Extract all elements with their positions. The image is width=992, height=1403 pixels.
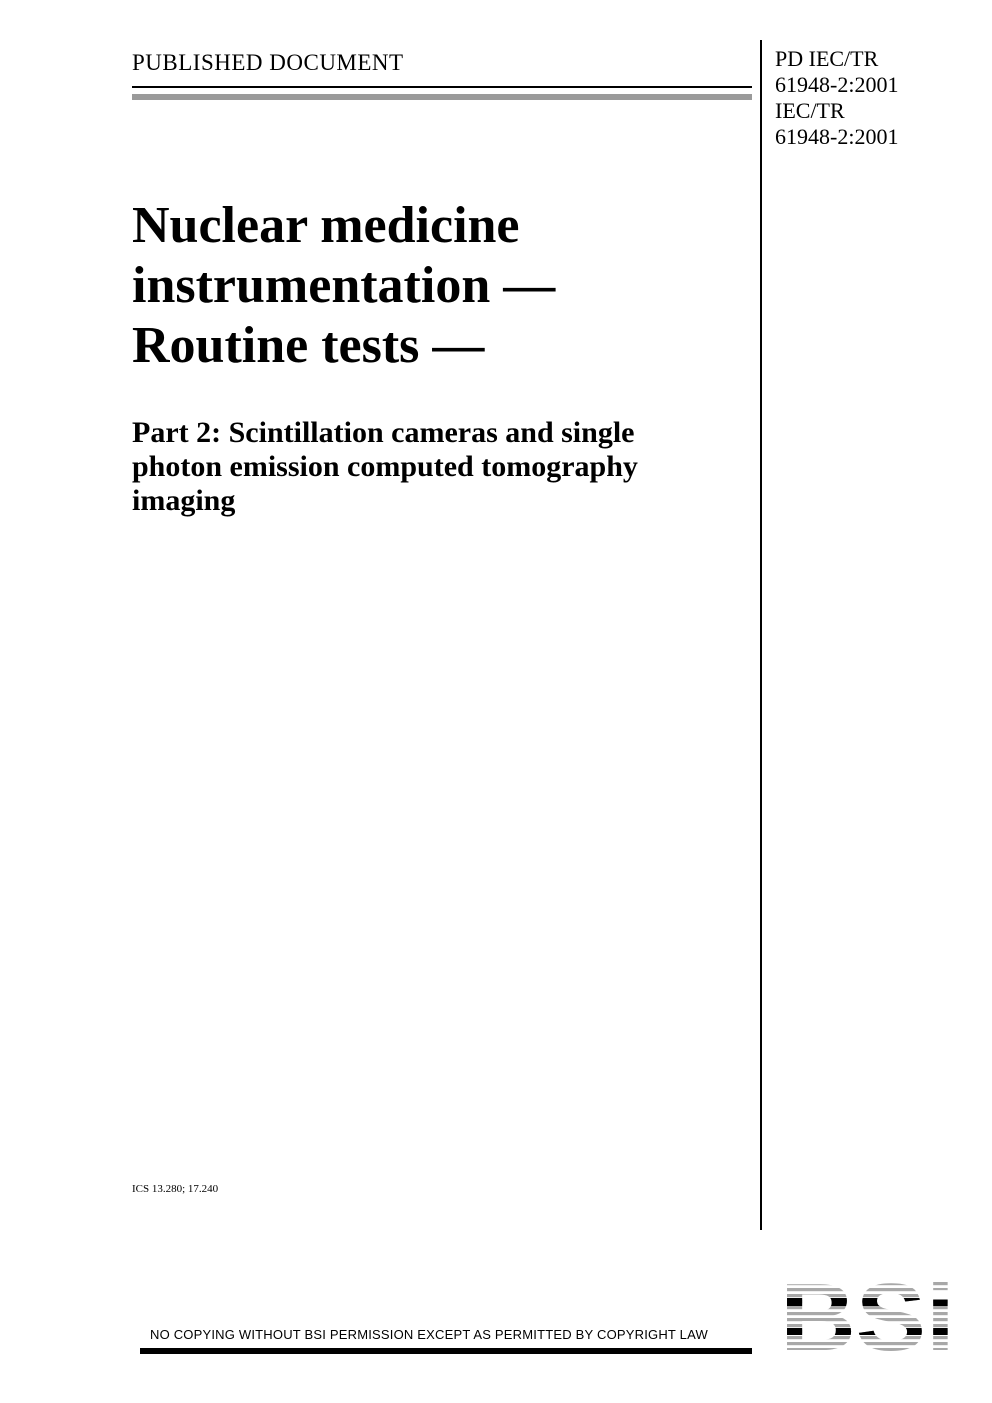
title-line: Routine tests — bbox=[132, 317, 485, 374]
subtitle-line: photon emission computed tomography bbox=[132, 450, 638, 483]
reference-line: 61948-2:2001 bbox=[775, 72, 899, 97]
footer-rule bbox=[140, 1348, 752, 1354]
title-line: instrumentation — bbox=[132, 257, 556, 314]
document-subtitle bbox=[132, 416, 752, 518]
published-document-label: PUBLISHED DOCUMENT bbox=[132, 50, 404, 75]
ics-code: ICS 13.280; 17.240 bbox=[132, 1183, 219, 1195]
document-reference bbox=[775, 46, 898, 150]
subtitle-line: Part 2: Scintillation cameras and single bbox=[132, 416, 635, 449]
copyright-notice: NO COPYING WITHOUT BSI PERMISSION EXCEPT AS PERMITTED BY COPYRIGHT LAW bbox=[150, 1327, 708, 1342]
title-line: Nuclear medicine bbox=[132, 197, 520, 254]
header-rule-thick bbox=[132, 94, 752, 100]
reference-line: 61948-2:2001 bbox=[775, 124, 899, 149]
reference-line: IEC/TR bbox=[775, 98, 845, 123]
bsi-logo bbox=[780, 1276, 955, 1358]
header-rule-thin bbox=[132, 86, 752, 88]
reference-line: PD IEC/TR bbox=[775, 46, 879, 71]
vertical-divider bbox=[760, 40, 762, 1230]
subtitle-line: imaging bbox=[132, 484, 236, 517]
document-title bbox=[132, 196, 555, 376]
